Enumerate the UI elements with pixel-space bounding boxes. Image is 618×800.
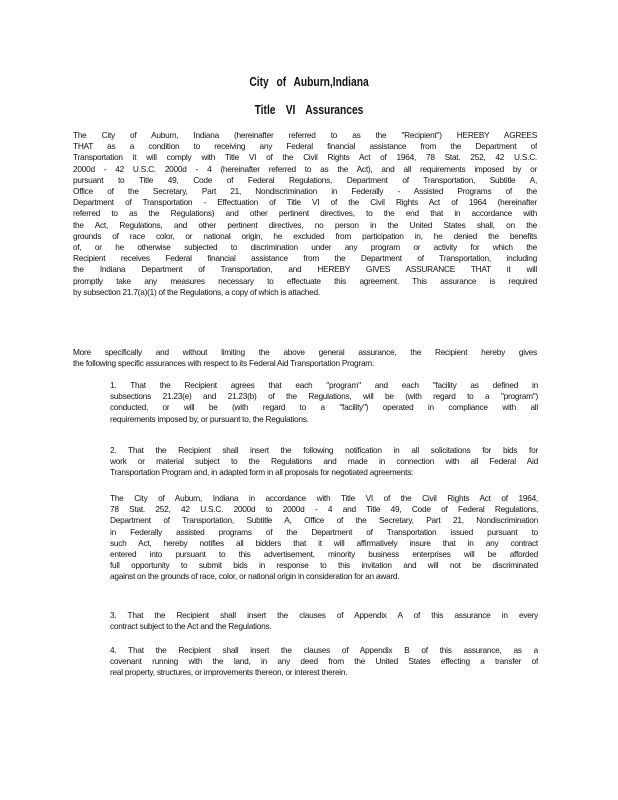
bid-notification-text bbox=[110, 493, 538, 583]
text-line: contract subject to the Act and the Regulations. bbox=[110, 621, 272, 632]
text-line: 2000d - 42 U.S.C. 2000d - 4 (hereinafter referred to as the Act), and all requirements imposed by or bbox=[73, 163, 537, 174]
text-line: The City of Auburn, Indiana in accordance with Title VI of the Civil Rights Act of 1964, bbox=[110, 493, 538, 503]
document-title: City of Auburn,Indiana bbox=[249, 75, 369, 89]
text-line: the following specific assurances with respect to its Federal Aid Transportation Program: bbox=[73, 358, 375, 369]
text-line: covenant running with the land, in any deed from the United States effecting a transfer of bbox=[110, 656, 538, 667]
text-line: Office of the Secretary, Part 21, Nondiscrimination in Federally - Assisted Programs of the bbox=[73, 186, 537, 197]
text-line: Transportation Program and, in adapted form in all proposals for negotiated agreements: bbox=[110, 467, 414, 478]
text-line: requirements imposed by, or pursuant to, the Regulations. bbox=[110, 413, 309, 424]
text-line: Department of Transportation, Subtitle A, Office of the Secretary, Part 21, Nondiscrimination bbox=[110, 515, 538, 526]
text-line: 4. That the Recipient shall insert the clauses of Appendix B of this assurance, as a bbox=[110, 645, 538, 655]
text-line: work or material subject to the Regulations and made in connection with all Federal Aid bbox=[110, 456, 538, 467]
text-line: 3. That the Recipient shall insert the clauses of Appendix A of this assurance in every bbox=[110, 610, 538, 620]
text-line: The City of Auburn, Indiana (hereinafter referred to as the "Recipient") HEREBY AGREES bbox=[73, 130, 537, 140]
text-line: promptly take any measures necessary to effectuate this agreement. This assurance is required bbox=[73, 275, 537, 286]
text-line: 78 Stat. 252, 42 U.S.C. 2000d to 2000d - 4 and Title 49, Code of Federal Regulations, bbox=[110, 504, 538, 515]
text-line: the Act, Regulations, and other pertinent directives, no person in the United States shall, on the bbox=[73, 219, 537, 230]
text-line: entered into pursuant to this advertisement, minority business enterprises will be afforded bbox=[110, 549, 538, 560]
text-line: referred to as the Regulations) and other pertinent directives, to the end that in accordance with bbox=[73, 208, 537, 219]
text-line: Recipient receives Federal financial assistance from the Department of Transportation, including bbox=[73, 253, 537, 264]
text-line: of, or he otherwise subjected to discrimination under any program or activity for which the bbox=[73, 242, 537, 253]
assurance-item-4 bbox=[110, 645, 538, 679]
text-line: THAT as a condition to receiving any Federal financial assistance from the Department of bbox=[73, 141, 537, 152]
text-line: grounds of race color, or national origin, he excluded from participation in, he denied the benefits bbox=[73, 230, 537, 241]
text-line: conducted, or will be (with regard to a "facility") operated in compliance with all bbox=[110, 402, 538, 413]
text-line: 1. That the Recipient agrees that each "program" and each "facility as defined in bbox=[110, 380, 538, 390]
text-line: full opportunity to submit bids in response to this invitation and will not be discriminated bbox=[110, 560, 538, 571]
text-line: by subsection 21.7(a)(1) of the Regulations, a copy of which is attached. bbox=[73, 286, 320, 297]
assurance-item-3 bbox=[110, 610, 538, 632]
text-line: Transportation it will comply with Title VI of the Civil Rights Act of 1964, 78 Stat. 252, 42 U.S.C. bbox=[73, 152, 537, 163]
intro-paragraph bbox=[73, 130, 537, 298]
text-line: Department of Transportation - Effectuation of Title VI of the Civil Rights Act of 1964 (hereinafter bbox=[73, 197, 537, 208]
text-line: 2. That the Recipient shall insert the following notification in all solicitations for bids for bbox=[110, 445, 538, 455]
text-line: pursuant to Title 49, Code of Federal Regulations, Department of Transportation, Subtitle A, bbox=[73, 174, 537, 185]
text-line: against on the grounds of race, color, or national origin in consideration for an award. bbox=[110, 571, 400, 582]
document-subtitle: Title VI Assurances bbox=[254, 103, 364, 117]
text-line: real property, structures, or improvements thereon, or interest therein. bbox=[110, 667, 348, 678]
text-line: the Indiana Department of Transportation, and HEREBY GIVES ASSURANCE THAT it will bbox=[73, 264, 537, 275]
text-line: More specifically and without limiting the above general assurance, the Recipient hereby gives bbox=[73, 347, 537, 357]
assurance-item-1 bbox=[110, 380, 538, 425]
specific-assurances-intro bbox=[73, 347, 537, 369]
text-line: such Act, hereby notifies all bidders that it will affirmatively insure that in any contract bbox=[110, 537, 538, 548]
assurance-item-2 bbox=[110, 445, 538, 479]
text-line: in Federally assisted programs of the Department of Transportation issued pursuant to bbox=[110, 526, 538, 537]
text-line: subsections 21.23(e) and 21.23(b) of the Regulations, will be (with regard to a "program") bbox=[110, 391, 538, 402]
